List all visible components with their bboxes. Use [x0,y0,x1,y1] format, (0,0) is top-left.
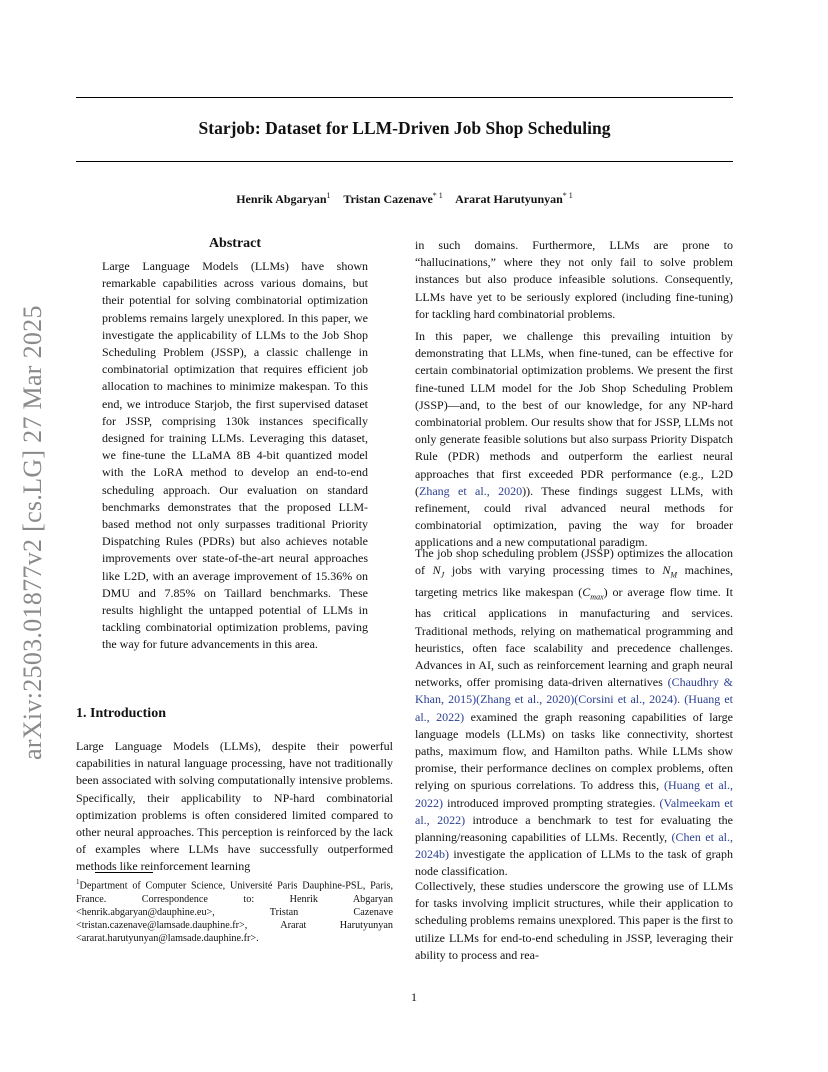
paragraph-text: introduce a benchmark to test for evaluating the planning/reasoning capabilities of LLMs. Recently, [415,812,733,845]
arxiv-sidebar [18,305,52,794]
citation-link[interactable]: Zhang et al., 2020 [419,483,523,498]
footnote-text: Department of Computer Science, Université Paris Dauphine-PSL, Paris, France. Correspondence to: Henrik Abgaryan <henrik.abgaryan@dauphine.eu>, Tristan Cazenave <tristan.cazenave@lamsade.dauphine.fr>, Ararat Harutyunyan <ararat.harutyunyan@lamsade.dauphine.fr>. [76,880,393,945]
paragraph-text: introduced improved prompting strategies. [443,795,660,810]
right-paragraph-2 [415,328,733,552]
author-affiliation-mark: 1 [326,191,331,200]
author-name: Henrik Abgaryan [236,192,327,206]
paragraph-text: jobs with varying processing times to [444,563,663,578]
title-rule [76,161,733,162]
paragraph-text: machines, targeting metrics like makespan ( [415,563,733,599]
author-list [76,191,733,207]
footnote-rule [95,872,153,873]
footnote-mark: 1 [76,878,80,886]
page-number: 1 [411,990,417,1004]
math-cmax: $C_{max}$ [582,584,604,602]
citation-link[interactable]: (Chen et al., 2024b) [415,830,733,862]
author-name: Ararat Harutyunyan [455,192,563,206]
right-paragraph-1: in such domains. Furthermore, LLMs are prone to “hallucinations,” where they not only fail to solve problem instances but also produce infeasible solutions. Consequently, LLMs have yet to be seriously explored (including fine-tuning) for tackling hard combinatorial problems. [415,238,733,321]
affiliation-footnote [76,876,393,945]
paragraph-text: In this paper, we challenge this prevailing intuition by demonstrating that LLMs, when fine-tuned, can be effective for certain combinatorial optimization problems. We present the first fine-tuned LLM model for the Job Shop Scheduling Problem (JSSP)—and, to the best of our knowledge, for any NP-hard combinatorial problem. Our results show that for JSSP, LLMs not only generate feasible solutions but also surpass Priority Dispatch Rule (PDR) methods and outperform the earliest neural approaches that first exceeded PDR performance (e.g., L2D ( [415,329,733,498]
author-name: Tristan Cazenave [343,192,433,206]
top-rule [76,97,733,98]
citation-link[interactable]: (Huang et al., 2022) [415,692,734,724]
author-affiliation-mark: * 1 [432,191,443,200]
math-nj: $N_J$ [432,563,445,580]
paragraph-text: examined the graph reasoning capabilities of large language models (LLMs) on tasks like connectivity, shortest paths, maximum flow, and Hamilton paths. While LLMs show promise, their performance declines on complex problems, often relying on spurious correlations. To address this, [415,709,734,793]
paragraph-text: The job shop scheduling problem (JSSP) optimizes the allocation of [415,546,733,578]
paragraph-text: investigate the application of LLMs to the task of graph node classification. [415,847,733,879]
citation-link[interactable]: (Huang et al., 2022) [415,778,734,810]
paper-title: Starjob: Dataset for LLM-Driven Job Shop Scheduling [198,118,611,138]
paragraph-text: )). These findings suggest LLMs, with refinement, could rival advanced neural methods for combinatorial optimization, paving the way for broader applications and a new computational paradigm. [415,483,733,550]
math-nm: $N_M$ [662,563,678,580]
citation-link[interactable]: (Valmeekam et al., 2022) [415,795,733,827]
section-heading-introduction: 1. Introduction [76,706,166,721]
right-paragraph-4: Collectively, these studies underscore the growing use of LLMs for tasks involving implicit structures, while their application to scheduling problems remains unexplored. This paper is the first to utilize LLMs for end-to-end scheduling in JSSP, leveraging their ability to process and rea- [415,879,733,962]
intro-paragraph: Large Language Models (LLMs), despite their powerful capabilities in natural language processing, have not traditionally been associated with solving computationally intensive problems. Specifically, their applicability to NP-hard combinatorial optimization problems is often considered limited compared to other neural approaches. This perception is reinforced by the lack of examples where LLMs have successfully outperformed methods like reinforcement learning [76,739,393,874]
citation-link[interactable]: (Chaudhry & Khan, 2015)(Zhang et al., 2020)(Corsini et al., 2024). [415,675,734,707]
abstract-text: Large Language Models (LLMs) have shown remarkable capabilities across various domains, but their potential for solving combinatorial optimization problems remains largely unexplored. In this paper, we investigate the applicability of LLMs to the Job Shop Scheduling Problem (JSSP), a classic challenge in combinatorial optimization that requires efficient job allocation to machines to minimize makespan. To this end, we introduce Starjob, the first supervised dataset for JSSP, comprising 130k instances specifically designed for training LLMs. Leveraging this dataset, we fine-tune the LLaMA 8B 4-bit quantized model with the LoRA method to develop an end-to-end scheduling approach. Our evaluation on standard benchmarks demonstrates that the proposed LLM-based method not only surpasses traditional Priority Dispatching Rules (PDRs) but also achieves notable improvements over state-of-the-art neural approaches like L2D, with an average improvement of 15.36% on DMU and 7.85% on Taillard benchmarks. These results highlight the untapped potential of LLMs in tackling combinatorial optimization problems, paving the way for future advancements in this area. [102,259,368,652]
abstract-heading: Abstract [208,236,262,251]
author-affiliation-mark: * 1 [562,191,573,200]
paragraph-text: ) or average flow time. It has critical applications in manufacturing and services. Traditional methods, relying on mathematical programming and heuristics, often face scalability and precedence challenges. Advances in AI, such as reinforcement learning and graph neural networks, offer promising data-driven alternatives [415,584,733,690]
right-paragraph-3 [415,545,733,881]
arxiv-identifier: arXiv:2503.01877v2 [cs.LG] 27 Mar 2025 [18,305,47,760]
